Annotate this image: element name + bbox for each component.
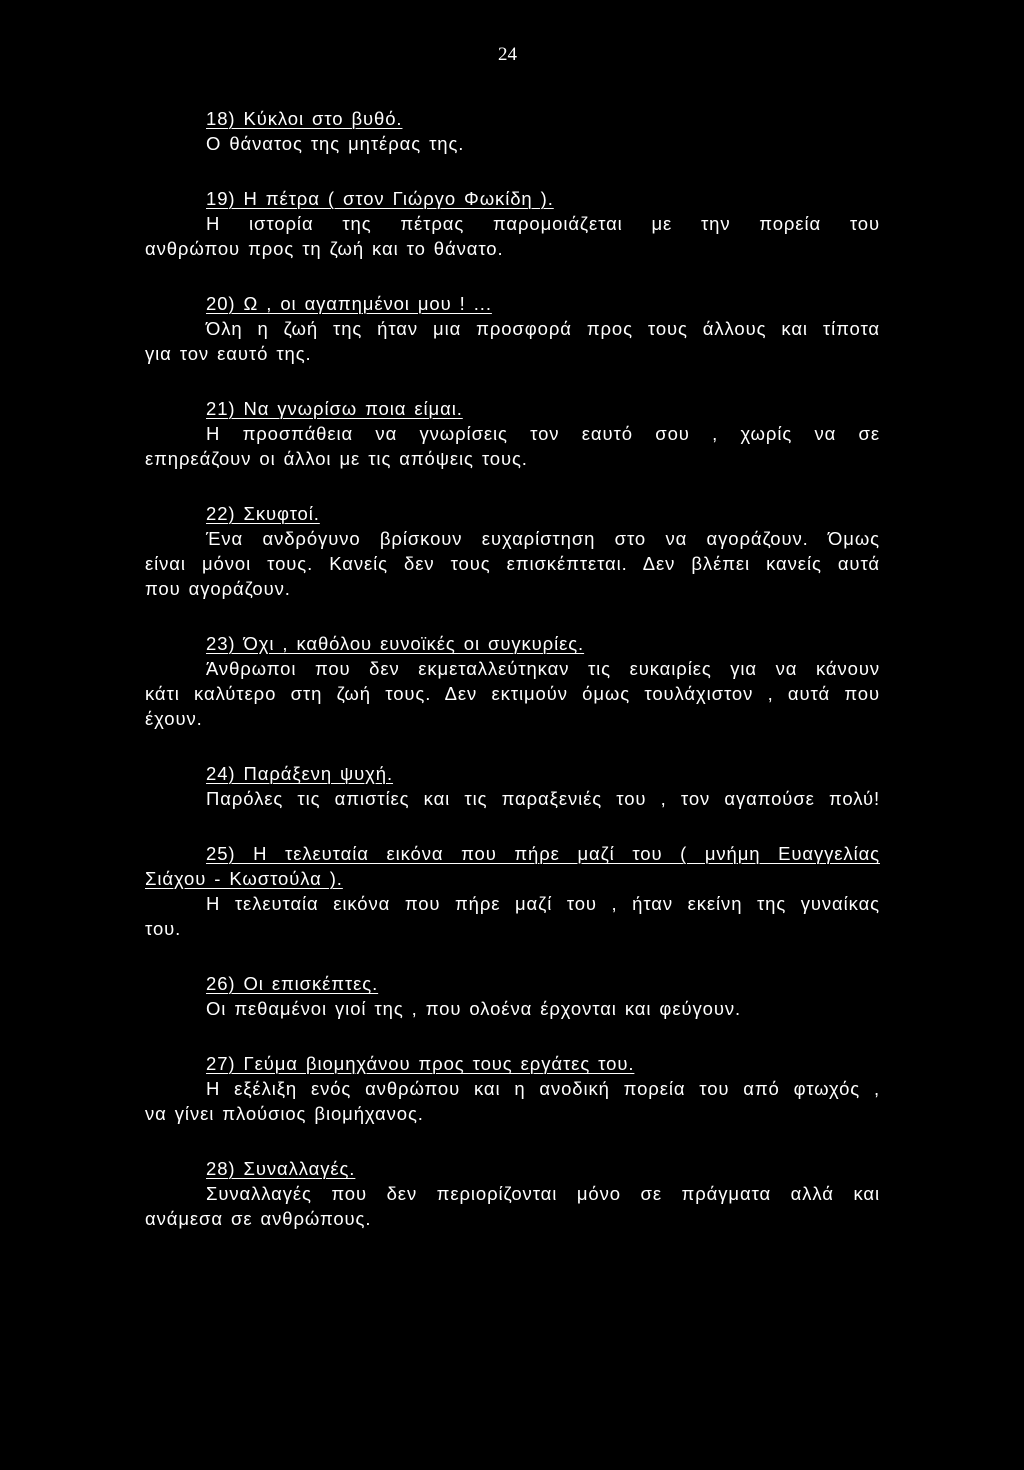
entries-list — [145, 106, 880, 1261]
entry-description: Ένα ανδρόγυνο βρίσκουν ευχαρίστηση στο να αγοράζουν. Όμως — [206, 528, 880, 549]
entry-title-continued: Σιάχου - Κωστούλα ). — [145, 868, 343, 889]
entry-28 — [145, 1156, 880, 1231]
entry-description: Άνθρωποι που δεν εκμεταλλεύτηκαν τις ευκαιρίες για να κάνουν — [206, 658, 880, 679]
entry-title: 23) Όχι , καθόλου ευνοϊκές οι συγκυρίες. — [206, 633, 585, 654]
entry-title: 19) Η πέτρα ( στον Γιώργο Φωκίδη ). — [206, 188, 554, 209]
entry-description: Η εξέλιξη ενός ανθρώπου και η ανοδική πορεία του από φτωχός , — [206, 1078, 880, 1099]
entry-title: 22) Σκυφτοί. — [206, 503, 320, 524]
entry-description: κάτι καλύτερο στη ζωή τους. Δεν εκτιμούν όμως τουλάχιστον , αυτά που — [145, 683, 880, 704]
entry-22 — [145, 501, 880, 601]
entry-title: 20) Ω , οι αγαπημένοι μου ! ... — [206, 293, 492, 314]
entry-title: 27) Γεύμα βιομηχάνου προς τους εργάτες του. — [206, 1053, 635, 1074]
entry-description: Η τελευταία εικόνα που πήρε μαζί του , ήταν εκείνη της γυναίκας — [206, 893, 880, 914]
entry-description: επηρεάζουν οι άλλοι με τις απόψεις τους. — [145, 448, 528, 469]
entry-27 — [145, 1051, 880, 1126]
entry-description: Παρόλες τις απιστίες και τις παραξενιές του , τον αγαπούσε πολύ! — [206, 788, 880, 809]
entry-description: του. — [145, 918, 182, 939]
entry-description: που αγοράζουν. — [145, 578, 291, 599]
entry-description: Συναλλαγές που δεν περιορίζονται μόνο σε πράγματα αλλά και — [206, 1183, 880, 1204]
entry-26 — [145, 971, 880, 1021]
page-number: 24 — [498, 44, 517, 65]
entry-25 — [145, 841, 880, 941]
entry-title: 25) Η τελευταία εικόνα που πήρε μαζί του ( μνήμη Ευαγγελίας — [206, 843, 880, 864]
entry-description: Η ιστορία της πέτρας παρομοιάζεται με την πορεία του — [206, 213, 880, 234]
entry-title: 24) Παράξενη ψυχή. — [206, 763, 394, 784]
entry-description: Η προσπάθεια να γνωρίσεις τον εαυτό σου , χωρίς να σε — [206, 423, 880, 444]
entry-description: είναι μόνοι τους. Κανείς δεν τους επισκέπτεται. Δεν βλέπει κανείς αυτά — [145, 553, 880, 574]
entry-description: έχουν. — [145, 708, 203, 729]
entry-21 — [145, 396, 880, 471]
entry-description: Οι πεθαμένοι γιοί της , που ολοένα έρχονται και φεύγουν. — [206, 998, 742, 1019]
entry-19 — [145, 186, 880, 261]
entry-23 — [145, 631, 880, 731]
entry-description: να γίνει πλούσιος βιομήχανος. — [145, 1103, 424, 1124]
entry-description: ανθρώπου προς τη ζωή και το θάνατο. — [145, 238, 504, 259]
entry-20 — [145, 291, 880, 366]
entry-title: 18) Κύκλοι στο βυθό. — [206, 108, 403, 129]
entry-description: για τον εαυτό της. — [145, 343, 312, 364]
entry-description: ανάμεσα σε ανθρώπους. — [145, 1208, 372, 1229]
entry-title: 21) Να γνωρίσω ποια είμαι. — [206, 398, 463, 419]
entry-title: 28) Συναλλαγές. — [206, 1158, 356, 1179]
entry-description: Όλη η ζωή της ήταν μια προσφορά προς τους άλλους και τίποτα — [206, 318, 880, 339]
entry-24 — [145, 761, 880, 811]
entry-title: 26) Οι επισκέπτες. — [206, 973, 379, 994]
entry-description: Ο θάνατος της μητέρας της. — [206, 133, 465, 154]
entry-18 — [145, 106, 880, 156]
